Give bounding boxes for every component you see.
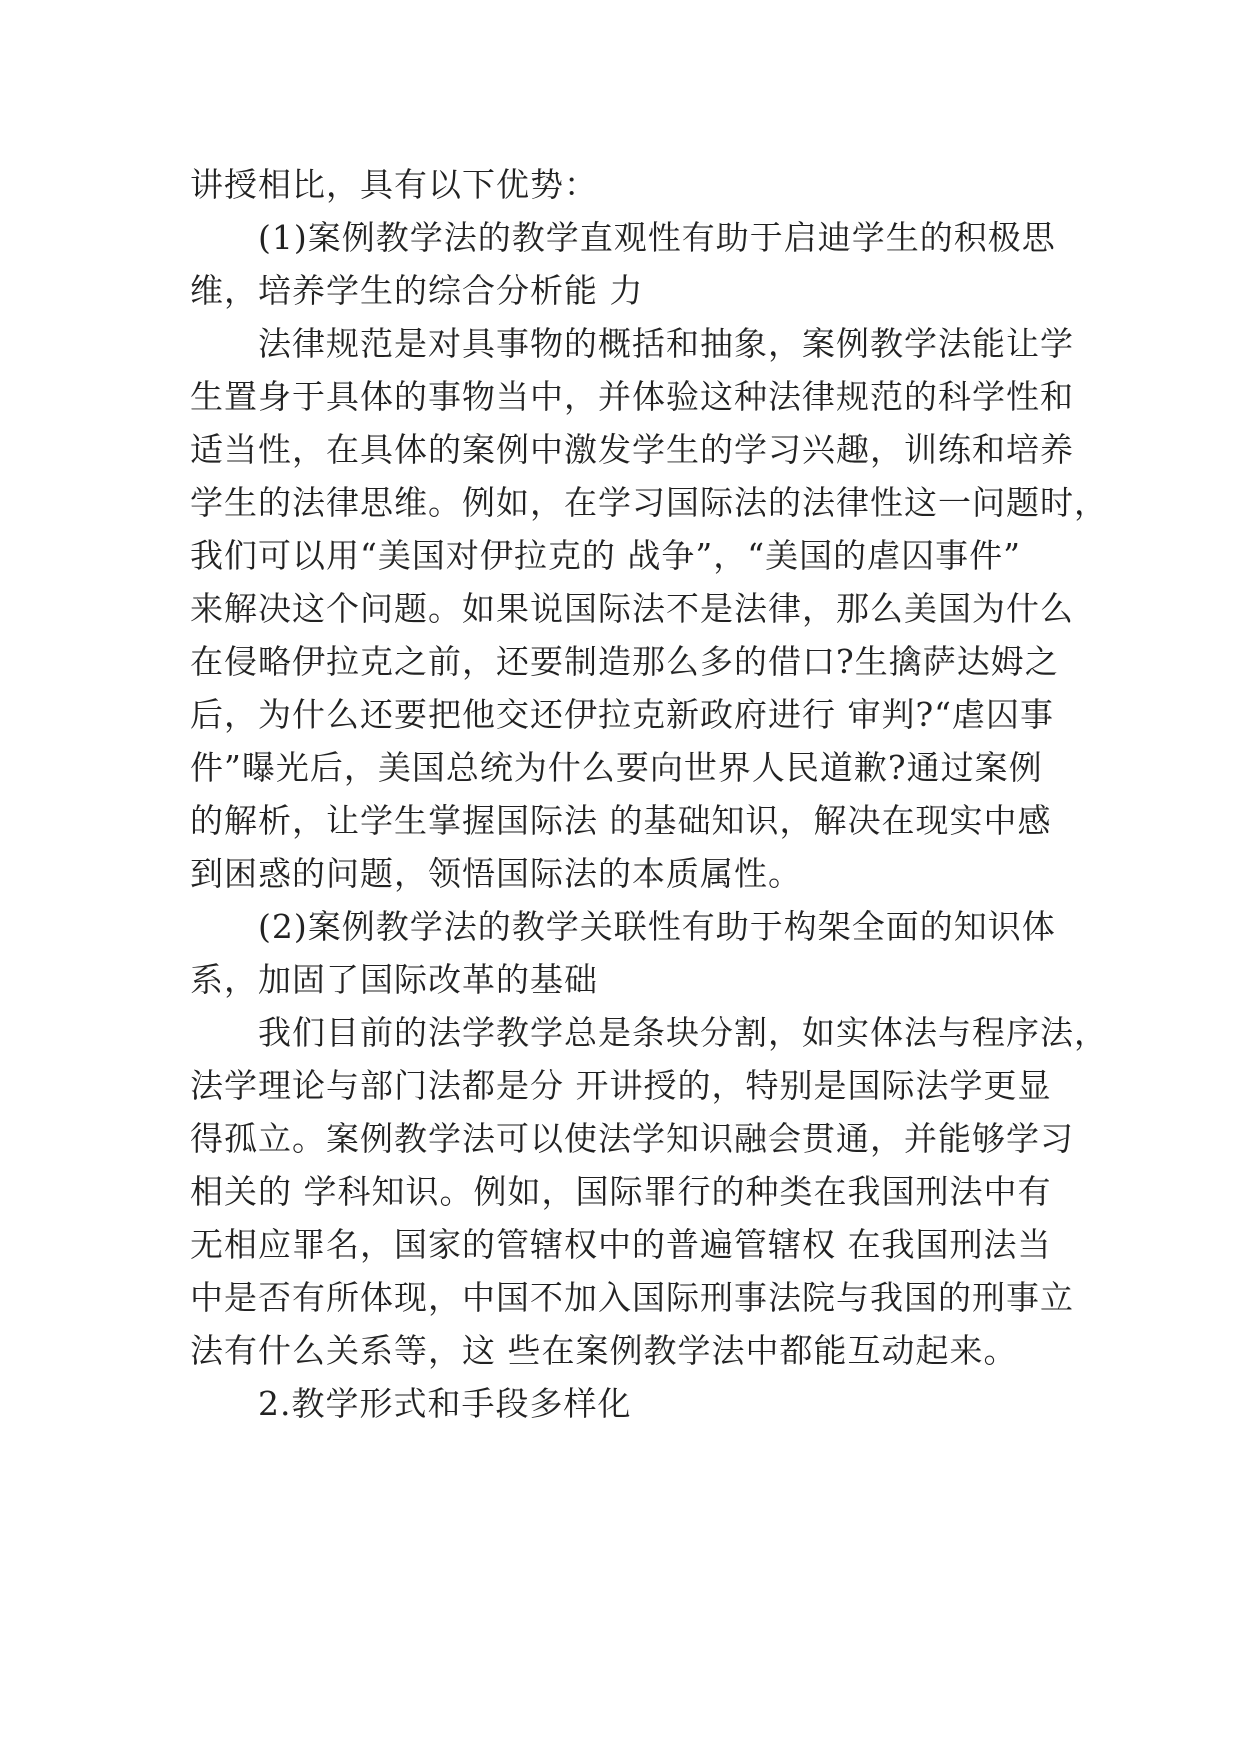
text-line: 的解析，让学生掌握国际法 的基础知识，解决在现实中感 [190, 801, 1052, 840]
text-line: 后，为什么还要把他交还伊拉克新政府进行 审判?“虐囚事 [190, 695, 1055, 734]
text-line: 在侵略伊拉克之前，还要制造那么多的借口?生擒萨达姆之 [190, 642, 1059, 681]
body-text [190, 158, 1108, 1430]
text-line: 讲授相比，具有以下优势： [190, 165, 598, 204]
text-line: 我们目前的法学教学总是条块分割，如实体法与程序法， [258, 1013, 1108, 1052]
text-line: 相关的 学科知识。例如，国际罪行的种类在我国刑法中有 [190, 1172, 1052, 1211]
text-line: 2.教学形式和手段多样化 [258, 1384, 632, 1423]
text-line: 我们可以用“美国对伊拉克的 战争”，“美国的虐囚事件” [190, 536, 1021, 575]
text-line: 无相应罪名，国家的管辖权中的普遍管辖权 在我国刑法当 [190, 1225, 1052, 1264]
text-line: (2)案例教学法的教学关联性有助于构架全面的知识体 [258, 907, 1056, 946]
text-line: 来解决这个问题。如果说国际法不是法律，那么美国为什么 [190, 589, 1074, 628]
text-line: 生置身于具体的事物当中，并体验这种法律规范的科学性和 [190, 377, 1074, 416]
text-line: (1)案例教学法的教学直观性有助于启迪学生的积极思 [258, 218, 1056, 257]
text-line: 法学理论与部门法都是分 开讲授的，特别是国际法学更显 [190, 1066, 1052, 1105]
text-line: 得孤立。案例教学法可以使法学知识融会贯通，并能够学习 [190, 1119, 1074, 1158]
text-line: 到困惑的问题，领悟国际法的本质属性。 [190, 854, 802, 893]
text-line: 适当性，在具体的案例中激发学生的学习兴趣，训练和培养 [190, 430, 1074, 469]
text-line: 法有什么关系等，这 些在案例教学法中都能互动起来。 [190, 1331, 1018, 1370]
text-line: 维，培养学生的综合分析能 力 [190, 271, 644, 310]
text-line: 系，加固了国际改革的基础 [190, 960, 598, 999]
text-line: 学生的法律思维。例如，在学习国际法的法律性这一问题时， [190, 483, 1108, 522]
text-line: 件”曝光后，美国总统为什么要向世界人民道歉?通过案例 [190, 748, 1043, 787]
text-line: 中是否有所体现，中国不加入国际刑事法院与我国的刑事立 [190, 1278, 1074, 1317]
text-line: 法律规范是对具事物的概括和抽象，案例教学法能让学 [258, 324, 1074, 363]
